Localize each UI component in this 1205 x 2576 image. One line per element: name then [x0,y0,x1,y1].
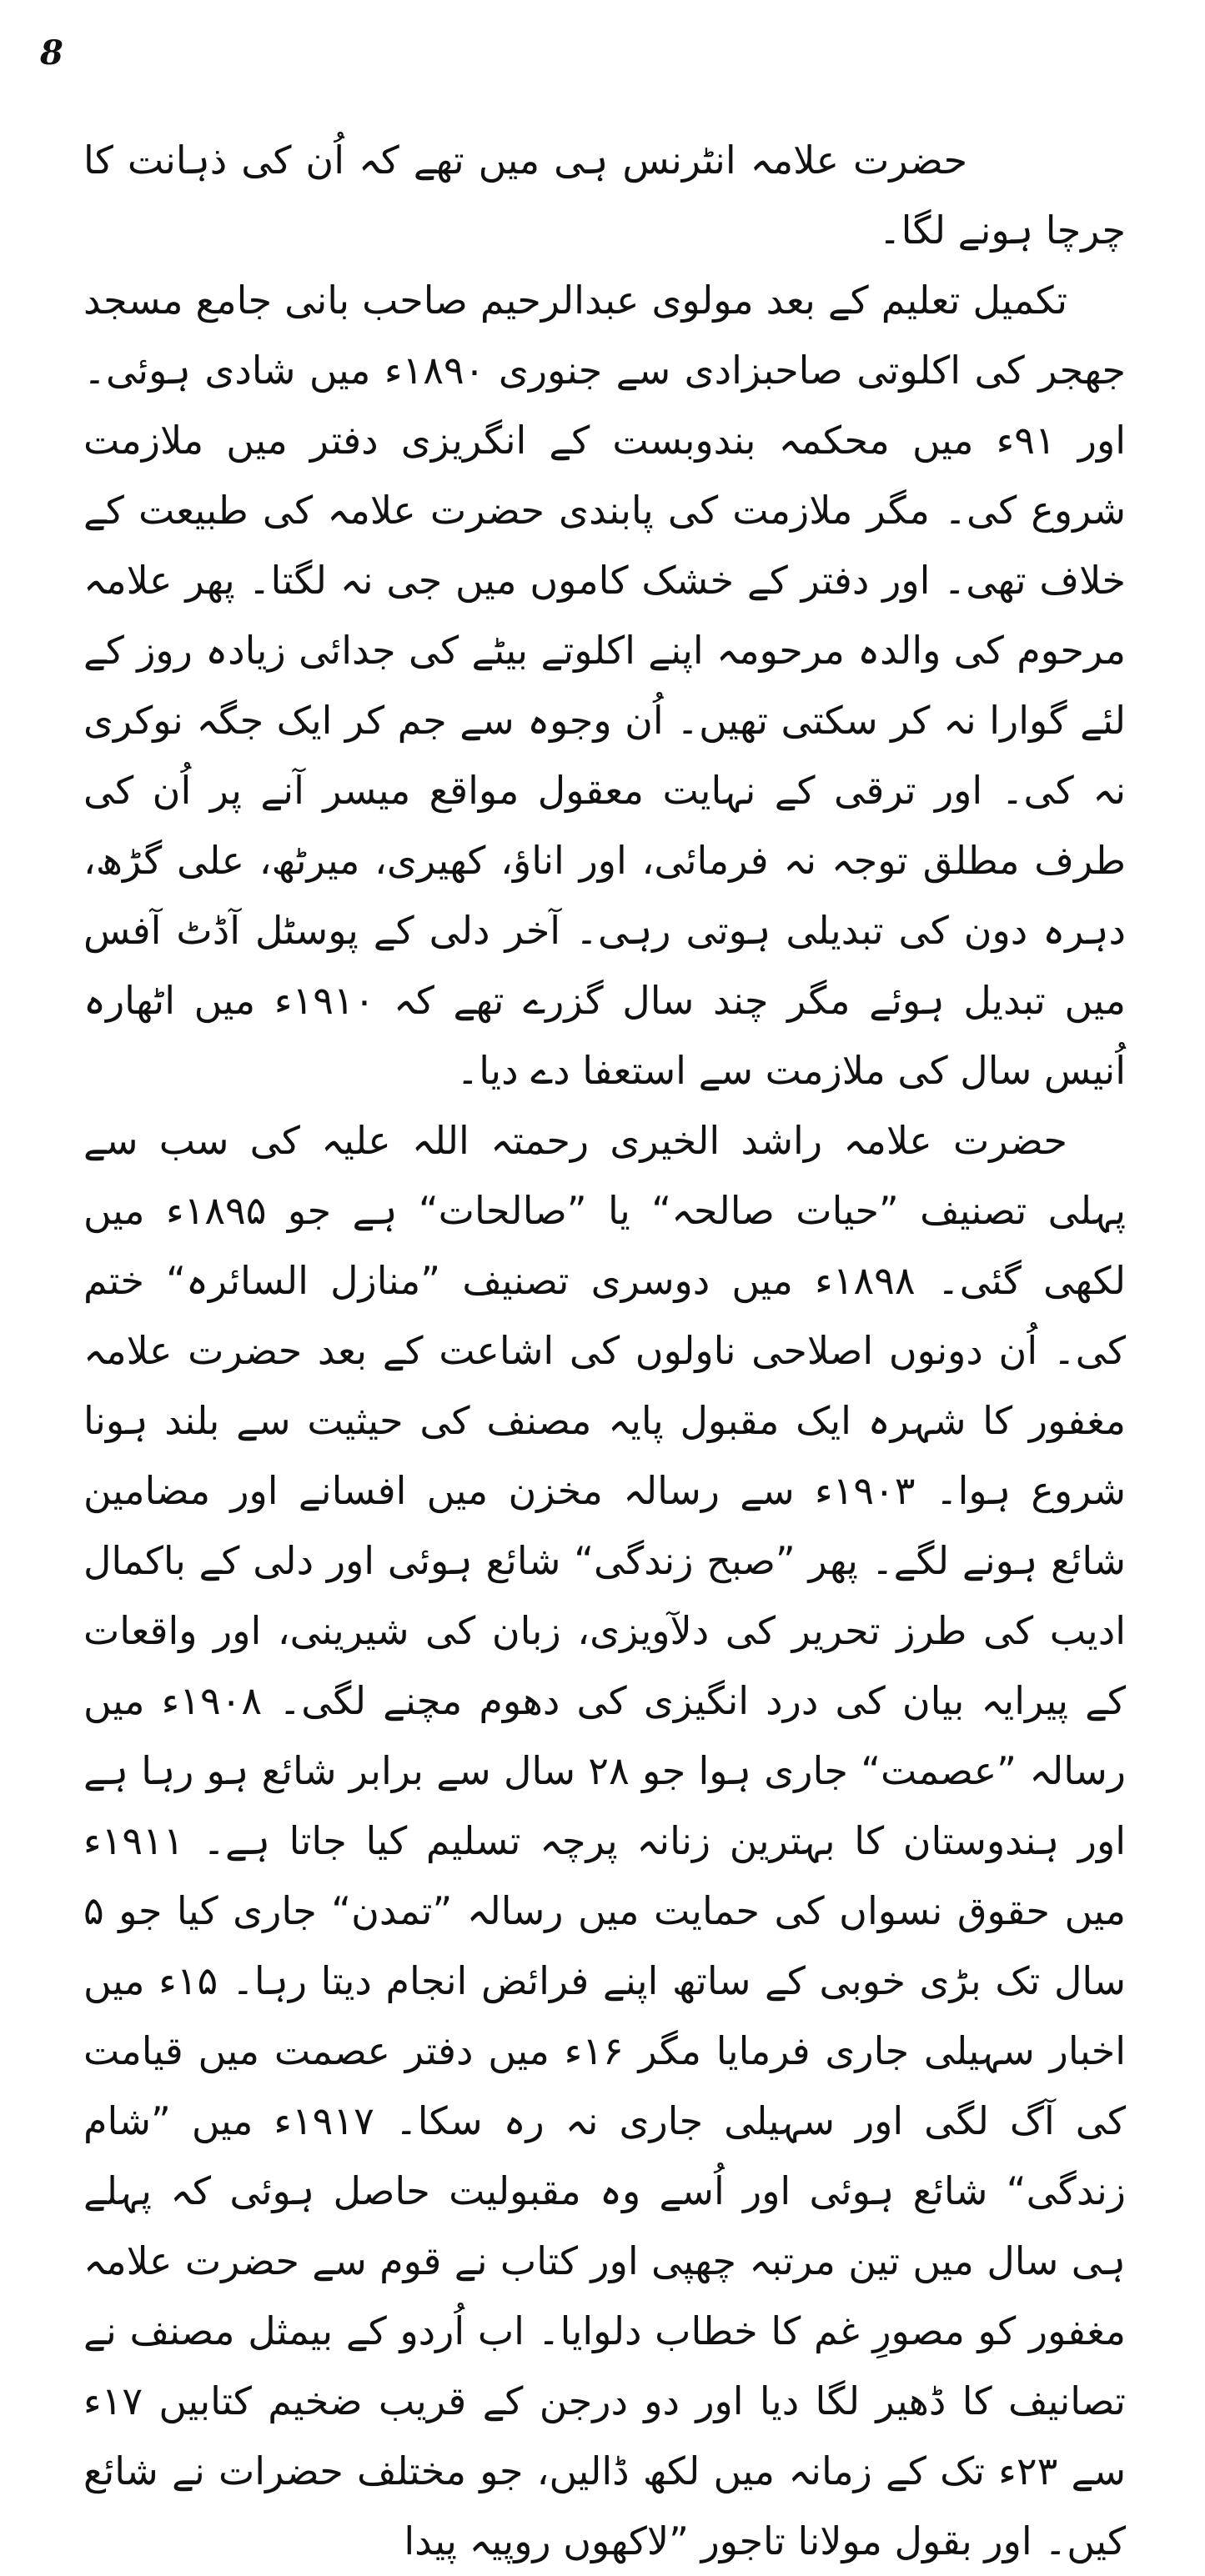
paragraph-1: حضرت علامہ انٹرنس ہی میں تھے کہ اُن کی ذہانت کا چرچا ہونے لگا۔ [83,138,1126,253]
page-number: 8 [40,33,63,73]
page-text [83,125,1126,2576]
paragraph-3: حضرت علامہ راشد الخیری رحمتہ اللہ علیہ کی سب سے پہلی تصنیف ”حیات صالحہ“ یا ”صالحات“ ہے جو ۱۸۹۵ء میں لکھی گئی۔ ۱۸۹۸ء میں دوسری تصنیف ”منازل السائرہ“ ختم کی۔ اُن دونوں اصلاحی ناولوں کی اشاعت کے بعد حضرت علامہ مغفور کا شہرہ ایک مقبول پایہ مصنف کی حیثیت سے بلند ہونا شروع ہوا۔ ۱۹۰۳ء سے رسالہ مخزن میں افسانے اور مضامین شائع ہونے لگے۔ پھر ”صبح زندگی“ شائع ہوئی اور دلی کے باکمال ادیب کی طرز تحریر کی دلآویزی، زبان کی شیرینی، اور واقعات کے پیرایہ بیان کی درد انگیزی کی دھوم مچنے لگی۔ ۱۹۰۸ء میں رسالہ ”عصمت“ جاری ہوا جو ۲۸ سال سے برابر شائع ہو رہا ہے اور ہندوستان کا بہترین زنانہ پرچہ تسلیم کیا جاتا ہے۔ ۱۹۱۱ء میں حقوق نسواں کی حمایت میں رسالہ ”تمدن“ جاری کیا جو ۵ سال تک بڑی خوبی کے ساتھ اپنے فرائض انجام دیتا رہا۔ ۱۵ء میں اخبار سہیلی جاری فرمایا مگر ۱۶ء میں دفتر عصمت میں قیامت کی آگ لگی اور سہیلی جاری نہ رہ سکا۔ ۱۹۱۷ء میں ”شام زندگی“ شائع ہوئی اور اُسے وہ مقبولیت حاصل ہوئی کہ پہلے ہی سال میں تین مرتبہ چھپی اور کتاب نے قوم سے حضرت علامہ مغفور کو مصورِ غم کا خطاب دلوایا۔ اب اُردو کے بیمثل مصنف نے تصانیف کا ڈھیر لگا دیا اور دو درجن کے قریب ضخیم کتابیں ۱۷ء سے ۲۳ء تک کے زمانہ میں لکھ ڈالیں، جو مختلف حضرات نے شائع کیں۔ اور بقول مولانا تاجور ”لاکھوں روپیہ پیدا [83,1118,1127,2563]
paragraph-2: تکمیل تعلیم کے بعد مولوی عبدالرحیم صاحب بانی جامع مسجد جھجر کی اکلوتی صاحبزادی سے جنوری ۱۸۹۰ء میں شادی ہوئی۔ اور ۹۱ء میں محکمہ بندوبست کے انگریزی دفتر میں ملازمت شروع کی۔ مگر ملازمت کی پابندی حضرت علامہ کی طبیعت کے خلاف تھی۔ اور دفتر کے خشک کاموں میں جی نہ لگتا۔ پھر علامہ مرحوم کی والدہ مرحومہ اپنے اکلوتے بیٹے کی جدائی زیادہ روز کے لئے گوارا نہ کر سکتی تھیں۔ اُن وجوہ سے جم کر ایک جگہ نوکری نہ کی۔ اور ترقی کے نہایت معقول مواقع میسر آنے پر اُن کی طرف مطلق توجہ نہ فرمائی، اور اناؤ، کھیری، میرٹھ، علی گڑھ، دہرہ دون کی تبدیلی ہوتی رہی۔ آخر دلی کے پوسٹل آڈٹ آفس میں تبدیل ہوئے مگر چند سال گزرے تھے کہ ۱۹۱۰ء میں اٹھارہ اُنیس سال کی ملازمت سے استعفا دے دیا۔ [83,278,1127,1093]
